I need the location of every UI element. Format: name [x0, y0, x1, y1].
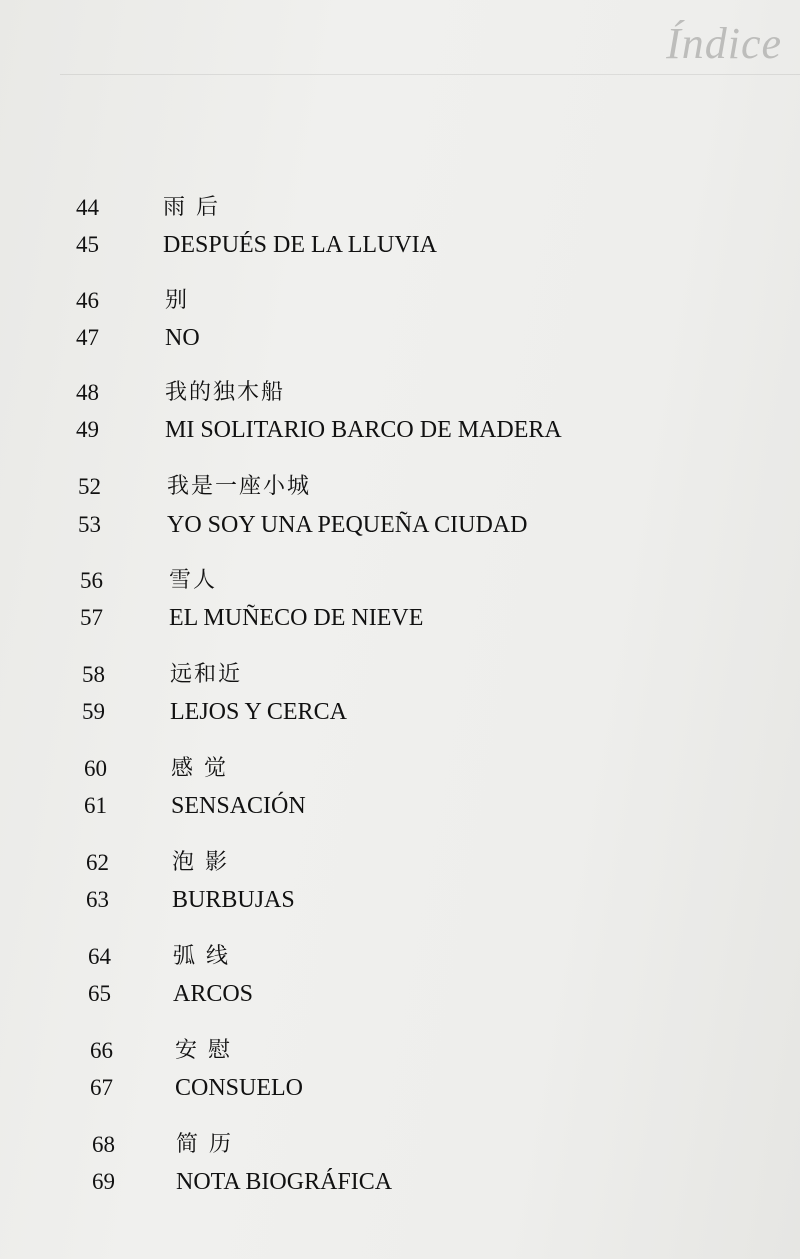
- page-number: 48: [76, 380, 99, 405]
- spanish-title: EL MUÑECO DE NIEVE: [169, 605, 424, 631]
- page-number: 67: [90, 1075, 113, 1100]
- page-number: 64: [88, 944, 111, 969]
- toc-entry: [0, 508, 800, 542]
- page-number: 69: [92, 1169, 115, 1194]
- page-number: 57: [80, 605, 103, 630]
- chinese-title: 我是一座小城: [167, 474, 312, 499]
- toc-entry: [0, 940, 800, 974]
- page-number: 58: [82, 662, 105, 687]
- page-number: 68: [92, 1132, 115, 1157]
- page-number: 62: [86, 850, 109, 875]
- page-number: 63: [86, 887, 109, 912]
- chinese-title: 别: [165, 288, 190, 313]
- toc-entry: [0, 564, 800, 598]
- toc-entry: [0, 284, 800, 318]
- toc-entry: [0, 789, 800, 823]
- toc-entry: [0, 883, 800, 917]
- spanish-title: NOTA BIOGRÁFICA: [176, 1169, 393, 1195]
- toc-entry: [0, 321, 800, 355]
- toc-entry: [0, 228, 800, 262]
- toc-entry: [0, 1165, 800, 1199]
- chinese-title: 弧 线: [173, 944, 230, 969]
- page-number: 53: [78, 512, 101, 537]
- chinese-title: 远和近: [170, 662, 243, 687]
- chinese-title: 我的独木船: [165, 380, 286, 405]
- page-number: 66: [90, 1038, 113, 1063]
- toc-entry: [0, 1128, 800, 1162]
- page-number: 44: [76, 195, 99, 220]
- toc-entry: [0, 191, 800, 225]
- toc-entry: [0, 1071, 800, 1105]
- spanish-title: ARCOS: [173, 981, 254, 1007]
- toc-entry: [0, 695, 800, 729]
- spanish-title: SENSACIÓN: [171, 793, 306, 819]
- toc-entry: [0, 376, 800, 410]
- page-number: 46: [76, 288, 99, 313]
- spanish-title: MI SOLITARIO BARCO DE MADERA: [165, 417, 562, 443]
- spanish-title: YO SOY UNA PEQUEÑA CIUDAD: [167, 512, 528, 538]
- toc-entry: [0, 601, 800, 635]
- page-number: 45: [76, 232, 99, 257]
- page-number: 47: [76, 325, 99, 350]
- page-number: 52: [78, 474, 101, 499]
- page-number: 60: [84, 756, 107, 781]
- page-number: 59: [82, 699, 105, 724]
- toc-entry: [0, 1034, 800, 1068]
- page-number: 61: [84, 793, 107, 818]
- index-header: Índice: [666, 19, 782, 68]
- toc-entry: [0, 658, 800, 692]
- toc-entry: [0, 846, 800, 880]
- page-number: 65: [88, 981, 111, 1006]
- chinese-title: 雨 后: [163, 195, 220, 220]
- toc-entry: [0, 413, 800, 447]
- spanish-title: LEJOS Y CERCA: [170, 699, 347, 725]
- spanish-title: NO: [165, 325, 200, 351]
- chinese-title: 雪人: [169, 568, 218, 593]
- chinese-title: 安 慰: [175, 1038, 232, 1063]
- chinese-title: 感 觉: [171, 756, 228, 781]
- spanish-title: BURBUJAS: [172, 887, 295, 913]
- spanish-title: CONSUELO: [175, 1075, 304, 1101]
- page-number: 56: [80, 568, 103, 593]
- page-number: 49: [76, 417, 99, 442]
- toc-entry: [0, 752, 800, 786]
- chinese-title: 泡 影: [172, 850, 229, 875]
- chinese-title: 简 历: [176, 1132, 233, 1157]
- spanish-title: DESPUÉS DE LA LLUVIA: [163, 232, 437, 258]
- toc-entry: [0, 470, 800, 504]
- toc-entry: [0, 977, 800, 1011]
